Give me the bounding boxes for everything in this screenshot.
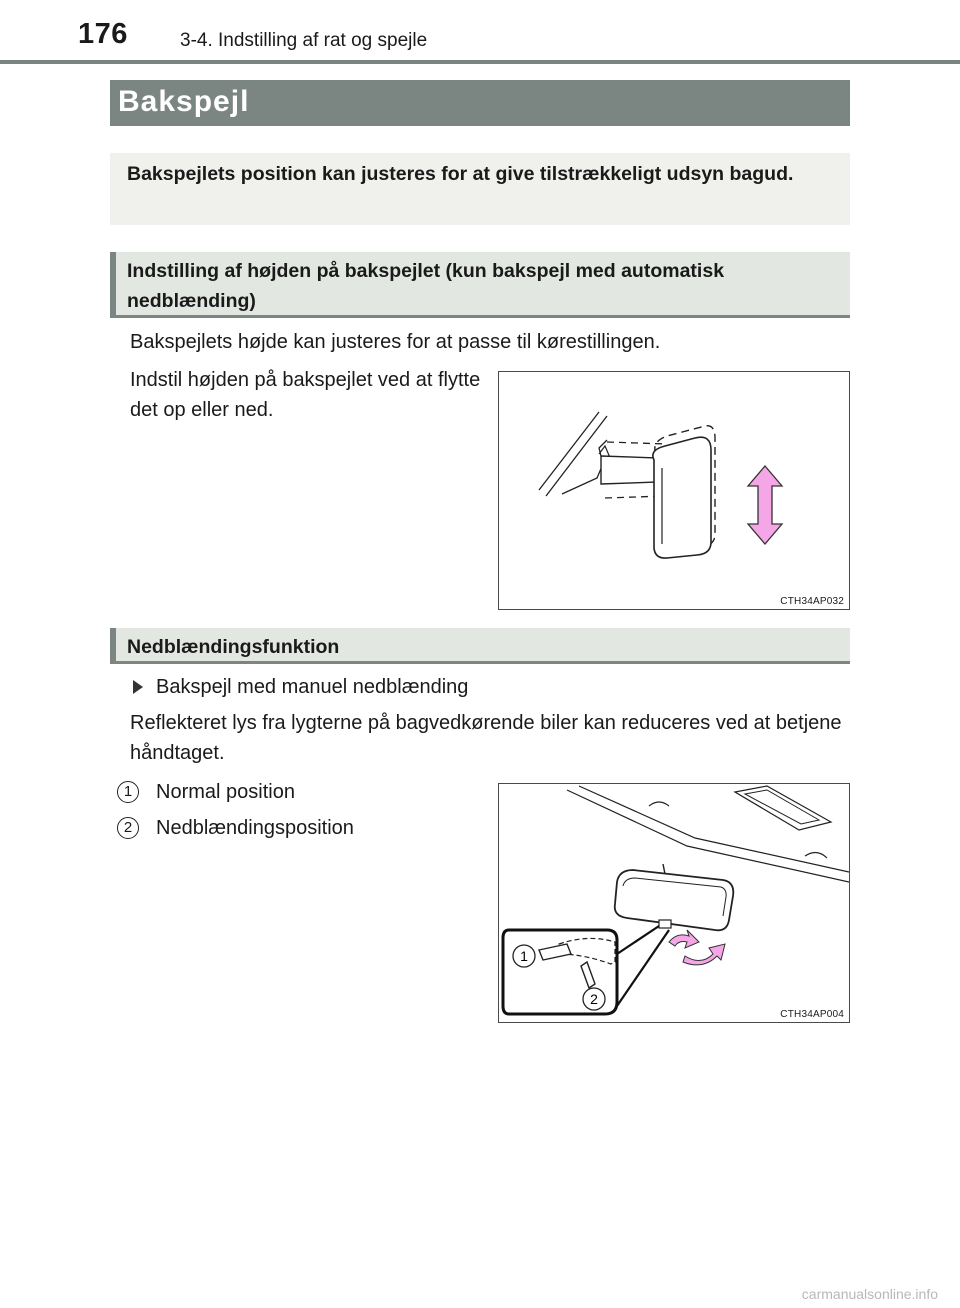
callout-1: 1 [520,948,528,964]
item-label-dimming: Nedblændingsposition [156,817,354,839]
item-label-normal: Normal position [156,781,295,803]
item-number-1: 1 [117,781,139,803]
bullet-text: Bakspejl med manuel nedblænding [156,676,469,698]
intro-text: Bakspejlets position kan justeres for at give tilstrækkeligt udsyn bagud. [127,163,794,185]
section-heading-height [110,252,850,318]
mirror-height-illustration [499,372,849,609]
callout-2: 2 [590,991,598,1007]
watermark: carmanualsonline.info [801,1286,938,1302]
figure-mirror-dimming [498,783,850,1023]
item-number-2: 2 [117,817,139,839]
section-heading-height-text: Indstilling af højden på bakspejlet (kun bakspejl med automatisk nedblænding) [127,260,725,312]
page-number: 176 [78,18,128,50]
section-heading-dimming-text: Nedblændingsfunktion [127,636,340,658]
height-paragraph: Bakspejlets højde kan justeres for at passe til kørestillingen. [130,331,661,353]
running-header: 3-4. Indstilling af rat og spejle [180,30,428,51]
figure-code: CTH34AP032 [780,596,844,607]
section-heading-dimming [110,628,850,664]
figure-mirror-height [498,371,850,610]
bullet-triangle-icon [133,680,143,694]
page-title: Bakspejl [118,85,250,118]
header-rule [0,60,960,64]
intro-box [110,153,850,225]
mirror-dimming-illustration [499,784,849,1022]
dimming-paragraph: Reflekteret lys fra lygterne på bagvedkørende biler kan reduceres ved at betjene håndtaget. [130,712,842,764]
title-bar [110,80,850,126]
height-instruction: Indstil højden på bakspejlet ved at flytte det op eller ned. [130,369,481,421]
figure-code: CTH34AP004 [780,1009,844,1020]
